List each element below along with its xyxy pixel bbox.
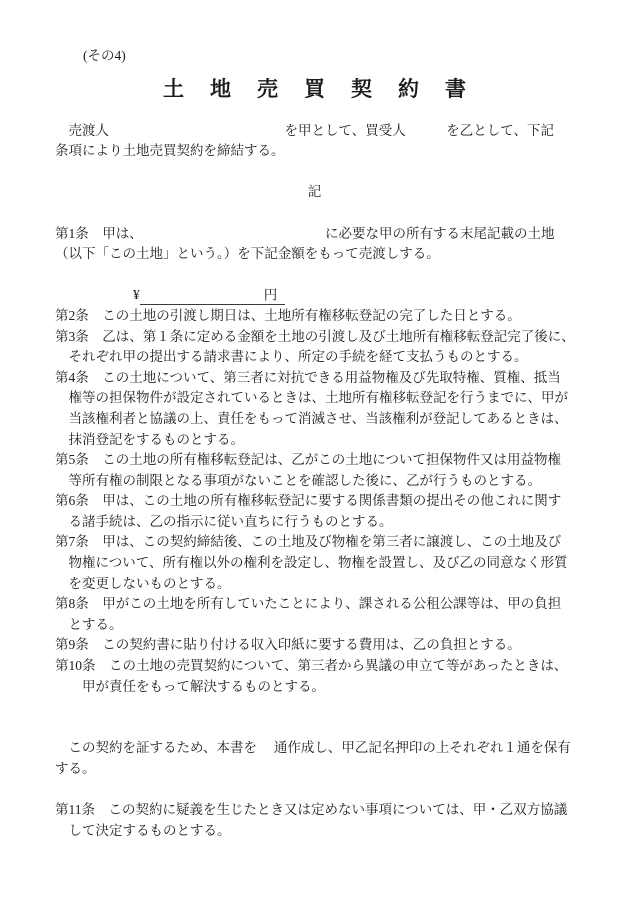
text-line: 権等の担保物件が設定されているときは、土地所有権移転登記を行うまでに、甲が — [55, 390, 568, 406]
blank-line — [55, 162, 574, 183]
article-6 — [55, 491, 574, 532]
text-line: 条項により土地売買契約を締結する。 — [55, 143, 285, 159]
currency-symbol: ¥ — [133, 287, 140, 303]
article-7 — [55, 532, 574, 594]
text-line: を変更しないものとする。 — [55, 575, 231, 591]
article-11 — [55, 800, 574, 841]
article-4 — [55, 368, 574, 450]
text-line: 売渡人 を甲として、買受人 を乙として、下記 — [55, 122, 554, 138]
article-2 — [55, 306, 574, 327]
text-line: 甲が責任をもって解決するものとする。 — [55, 678, 325, 694]
text-line: 第4条 この土地について、第三者に対抗できる用益物権及び先取特権、質権、抵当 — [55, 369, 561, 385]
amount-underline — [140, 286, 286, 306]
text-line: 第1条 甲は、 に必要な甲の所有する末尾記載の土地 — [55, 225, 555, 241]
text-line: 第6条 甲は、この土地の所有権移転登記に要する関係書類の提出その他これに関す — [55, 493, 562, 509]
blank-line — [55, 718, 574, 739]
ki-heading: 記 — [307, 184, 322, 200]
text-line: （以下「この土地」という。）を下記金額をもって売渡しする。 — [55, 246, 440, 262]
amount-blank-field — [140, 286, 264, 300]
text-line: 等所有権の制限となる事項がないことを確認した後に、乙が行うものとする。 — [55, 472, 541, 488]
text-line: る諸手続は、乙の指示に従い直ちに行うものとする。 — [55, 513, 393, 529]
blank-line — [55, 697, 574, 718]
text-line: 第3条 乙は、第１条に定める金額を土地の引渡し及び土地所有権移転登記完了後に、 — [55, 328, 575, 344]
article-9 — [55, 635, 574, 656]
text-line: 第2条 この土地の引渡し期日は、土地所有権移転登記の完了した日とする。 — [55, 307, 521, 323]
text-line: 第8条 甲がこの土地を所有していたことにより、課される公租公課等は、甲の負担 — [55, 596, 562, 612]
text-line: 第11条 この契約に疑義を生じたとき又は定めない事項については、甲・乙双方協議 — [55, 802, 568, 818]
document-title: 土地売買契約書 — [163, 76, 492, 101]
yen-unit-label: 円 — [263, 287, 278, 303]
text-line: 物権について、所有権以外の権利を設定し、物権を設置し、及び乙の同意なく形質 — [55, 555, 568, 571]
document — [55, 46, 574, 841]
text-line: して決定するものとする。 — [55, 822, 231, 838]
text-line: 抹消登記をするものとする。 — [55, 431, 244, 447]
blank-line — [55, 780, 574, 801]
article-8 — [55, 594, 574, 635]
article-10 — [55, 656, 574, 697]
closing-paragraph — [55, 738, 574, 779]
text-line: この契約を証するため、本書を 通作成し、甲乙記名押印の上それぞれ１通を保有 — [55, 740, 571, 756]
text-line: 当該権利者と協議の上、責任をもって消滅させ、当該権利が登記してあるときは、 — [55, 410, 568, 426]
text-line: 第7条 甲は、この契約締結後、この土地及び物権を第三者に譲渡し、この土地及び — [55, 534, 562, 550]
text-line: 第9条 この契約書に貼り付ける収入印紙に要する費用は、乙の負担とする。 — [55, 637, 521, 653]
article-1 — [55, 224, 574, 265]
article-5 — [55, 450, 574, 491]
intro-paragraph — [55, 121, 574, 162]
article-3 — [55, 327, 574, 368]
price-line — [55, 285, 574, 306]
blank-line — [55, 203, 574, 224]
text-line: する。 — [55, 761, 96, 776]
text-line: それぞれ甲の提出する請求書により、所定の手続を経て支払うものとする。 — [55, 349, 528, 365]
blank-line — [55, 265, 574, 286]
text-line: 第10条 この土地の売買契約について、第三者から異議の申立て等があったときは、 — [55, 658, 568, 674]
text-line: とする。 — [55, 616, 123, 632]
text-line: 第5条 この土地の所有権移転登記は、乙がこの土地について担保物件又は用益物権 — [55, 452, 561, 468]
page-number-note: (その4) — [83, 48, 126, 63]
